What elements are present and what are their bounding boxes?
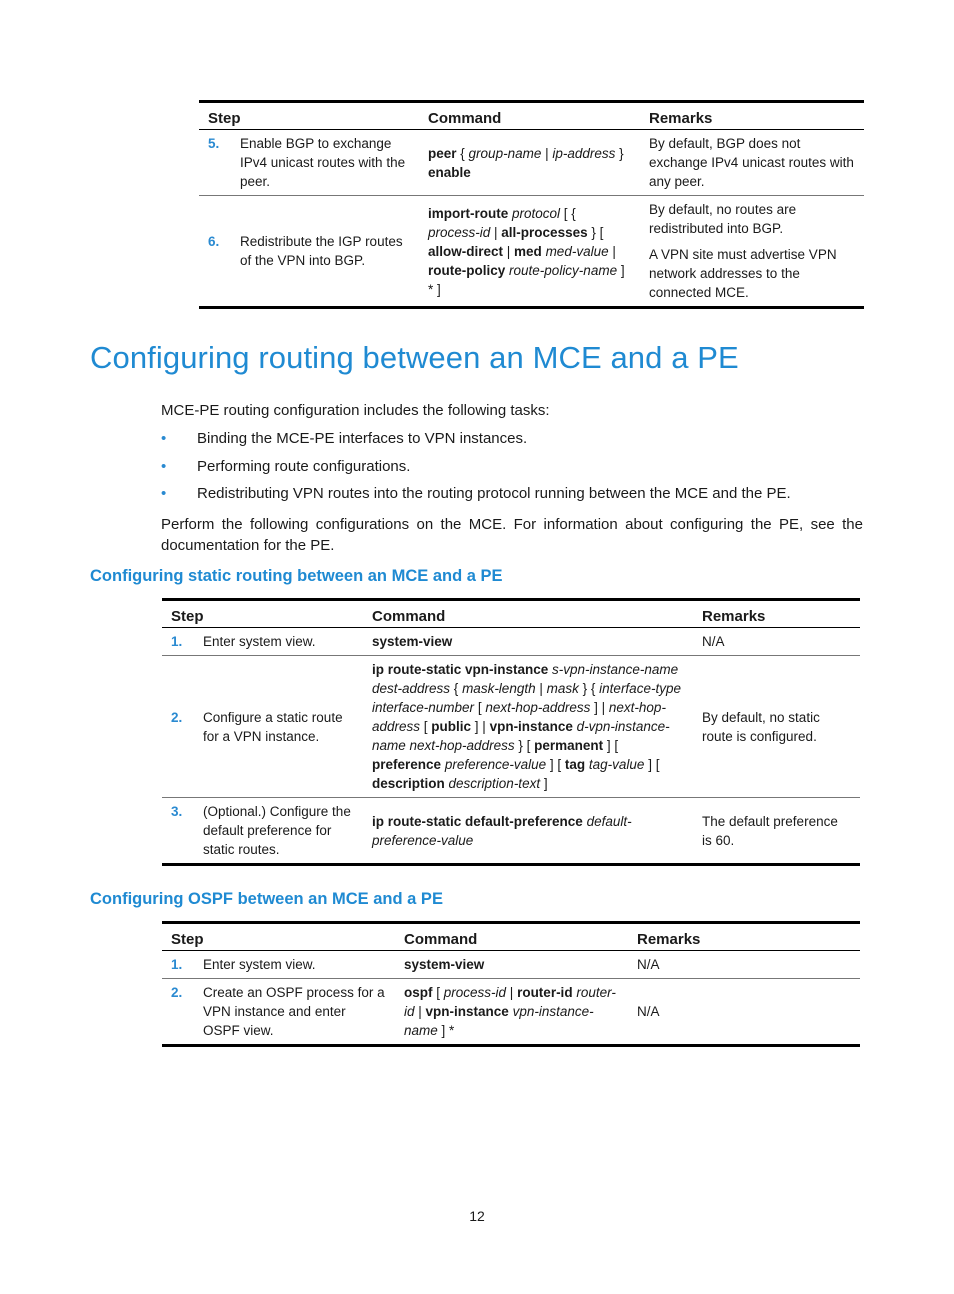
step-number: 5.	[208, 136, 220, 151]
step-number: 2.	[171, 985, 183, 1000]
step-content	[171, 955, 386, 974]
command-syntax: ] [	[603, 738, 619, 753]
header-command: Command	[419, 102, 640, 130]
command-syntax: ] *	[437, 1023, 455, 1038]
step-content	[171, 632, 354, 651]
step-cell	[162, 798, 363, 865]
command-keyword: ip route-static default-preference	[372, 813, 583, 829]
remark-text: N/A	[637, 957, 660, 972]
command-syntax: |	[541, 145, 553, 161]
header-remarks: Remarks	[640, 102, 864, 130]
static-routing-table-container	[162, 598, 860, 866]
section-intro: MCE-PE routing configuration includes the following tasks:	[161, 402, 550, 419]
command-syntax: ]	[540, 776, 548, 791]
command-syntax: [	[474, 700, 486, 715]
header-command: Command	[363, 600, 693, 628]
command-argument: mask	[546, 681, 579, 696]
step-content	[171, 802, 354, 859]
command-cell	[363, 628, 693, 656]
command-syntax: ] * ]	[428, 262, 625, 297]
command-syntax: ] |	[590, 700, 609, 715]
command-keyword: import-route	[428, 205, 509, 221]
header-step: Step	[162, 923, 395, 951]
step-description: Enter system view.	[203, 957, 316, 972]
remarks-cell	[693, 656, 860, 798]
bgp-config-table	[199, 100, 864, 309]
step-number: 3.	[171, 804, 183, 819]
step-number: 1.	[171, 634, 183, 649]
command-keyword: router-id	[517, 985, 573, 1000]
step-number: 6.	[208, 234, 220, 249]
command-keyword: vpn-instance	[489, 719, 573, 734]
command-argument: protocol	[512, 205, 561, 221]
command-keyword: route-policy	[428, 262, 506, 278]
command-argument: route-policy-name	[509, 262, 618, 278]
command-syntax: } [	[514, 738, 535, 753]
remarks-cell	[640, 130, 864, 196]
command-keyword: system-view	[404, 957, 485, 972]
step-cell	[162, 951, 395, 979]
command-syntax: |	[503, 243, 515, 259]
table-header-row	[162, 923, 860, 951]
step-description: Configure a static route for a VPN instance.	[203, 709, 343, 744]
ospf-table-container	[162, 921, 860, 1047]
command-syntax: }	[615, 145, 624, 161]
table-row	[199, 130, 864, 196]
section-paragraph: Perform the following configurations on the MCE. For information about configuring the PE, see the documentation for the PE.	[161, 516, 863, 554]
table-row	[162, 656, 860, 798]
command-cell	[419, 196, 640, 308]
command-keyword: tag	[564, 757, 586, 772]
table-row	[162, 979, 860, 1046]
remark-text: The default preference is 60.	[702, 813, 838, 848]
remarks-cell	[628, 951, 860, 979]
step-description: Create an OSPF process for a VPN instance and enter OSPF view.	[203, 985, 385, 1038]
table-row	[162, 628, 860, 656]
command-argument: mask-length	[462, 681, 536, 696]
command-argument: process-id	[428, 224, 491, 240]
header-remarks: Remarks	[628, 923, 860, 951]
command-keyword: ospf	[404, 985, 433, 1000]
command-keyword: enable	[428, 164, 471, 180]
step-cell	[162, 979, 395, 1046]
command-syntax: ] |	[471, 719, 490, 734]
section-title: Configuring routing between an MCE and a PE	[90, 340, 739, 375]
command-argument: preference-value	[444, 757, 547, 772]
command-syntax: {	[450, 681, 463, 696]
command-argument: med-value	[545, 243, 609, 259]
step-content	[208, 134, 410, 191]
step-cell	[199, 196, 419, 308]
step-number: 1.	[171, 957, 183, 972]
command-keyword: vpn-instance	[425, 1004, 509, 1019]
command-argument: next-hop-address	[372, 700, 666, 734]
command-argument: vpn-instance-name	[404, 1004, 594, 1038]
command-argument: router-id	[404, 985, 616, 1019]
table-header-row	[199, 102, 864, 130]
remark-text: By default, BGP does not exchange IPv4 unicast routes with any peer.	[649, 136, 854, 189]
page-number: 12	[469, 1208, 485, 1224]
list-item-text: Performing route configurations.	[197, 457, 411, 475]
command-syntax: [ {	[560, 205, 576, 221]
command-syntax: ] [	[644, 757, 660, 772]
command-keyword: description	[372, 776, 445, 791]
remark-text: N/A	[637, 1004, 660, 1019]
step-cell	[162, 628, 363, 656]
command-syntax: |	[608, 243, 616, 259]
remarks-cell	[628, 979, 860, 1046]
bgp-config-table-container	[199, 100, 864, 309]
command-keyword: permanent	[534, 738, 604, 753]
table-header-row	[162, 600, 860, 628]
remark-text: N/A	[702, 634, 725, 649]
bullet-icon: •	[161, 485, 167, 502]
remark-text: By default, no static route is configured.	[702, 709, 820, 744]
list-item-text: Redistributing VPN routes into the routing protocol running between the MCE and the PE.	[197, 485, 791, 502]
command-syntax: {	[456, 145, 469, 161]
command-syntax: ] [	[546, 757, 565, 772]
command-cell	[363, 656, 693, 798]
command-argument: description-text	[448, 776, 541, 791]
command-argument: default-preference-value	[372, 813, 632, 848]
table-row	[162, 951, 860, 979]
header-command: Command	[395, 923, 628, 951]
command-keyword: allow-direct	[428, 243, 504, 259]
step-description: Enter system view.	[203, 634, 316, 649]
command-syntax: |	[490, 224, 502, 240]
remarks-cell	[693, 798, 860, 865]
step-cell	[162, 656, 363, 798]
command-syntax: } {	[578, 681, 600, 696]
list-item	[161, 483, 791, 511]
remarks-cell	[693, 628, 860, 656]
command-argument: s-vpn-instance-name dest-address	[372, 662, 679, 696]
command-syntax: |	[535, 681, 547, 696]
task-list	[161, 428, 791, 511]
remarks-cell	[640, 196, 864, 308]
bullet-icon: •	[161, 430, 167, 447]
step-number: 2.	[171, 709, 183, 725]
command-keyword: peer	[428, 145, 457, 161]
remark-text: A VPN site must advertise VPN network addresses to the connected MCE.	[649, 247, 837, 300]
step-content	[171, 708, 354, 746]
command-cell	[419, 130, 640, 196]
header-step: Step	[162, 600, 363, 628]
step-content	[171, 983, 386, 1040]
command-keyword: system-view	[372, 634, 453, 649]
command-syntax: |	[414, 1004, 426, 1019]
step-description: Redistribute the IGP routes of the VPN into BGP.	[240, 234, 403, 268]
step-content	[208, 232, 410, 270]
command-argument: group-name	[468, 145, 542, 161]
header-remarks: Remarks	[693, 600, 860, 628]
step-description: (Optional.) Configure the default preference for static routes.	[203, 804, 351, 857]
header-step: Step	[199, 102, 419, 130]
command-argument: process-id	[443, 985, 507, 1000]
list-item	[161, 428, 791, 456]
table-row	[162, 798, 860, 865]
command-argument: interface-type interface-number	[372, 681, 681, 715]
command-cell	[395, 951, 628, 979]
subsection-title-ospf: Configuring OSPF between an MCE and a PE	[90, 890, 443, 908]
command-argument: tag-value	[588, 757, 645, 772]
command-cell	[395, 979, 628, 1046]
list-item	[161, 456, 791, 484]
command-argument: d-vpn-instance-name next-hop-address	[372, 719, 670, 753]
step-description: Enable BGP to exchange IPv4 unicast routes with the peer.	[240, 136, 406, 189]
command-syntax: [	[420, 719, 432, 734]
table-row	[199, 196, 864, 308]
command-syntax: |	[506, 985, 518, 1000]
command-keyword: all-processes	[501, 224, 588, 240]
list-item-text: Binding the MCE-PE interfaces to VPN instances.	[197, 430, 528, 447]
command-syntax: [	[432, 985, 444, 1000]
step-cell	[199, 130, 419, 196]
static-routing-table	[162, 598, 860, 866]
subsection-title-static: Configuring static routing between an MCE and a PE	[90, 567, 503, 585]
command-cell	[363, 798, 693, 865]
command-keyword: ip route-static vpn-instance	[372, 662, 549, 677]
ospf-config-table	[162, 921, 860, 1047]
bullet-icon: •	[161, 457, 167, 475]
remark-text: By default, no routes are redistributed into BGP.	[649, 202, 797, 236]
command-syntax: } [	[587, 224, 604, 240]
command-argument: next-hop-address	[485, 700, 591, 715]
command-keyword: med	[514, 243, 542, 259]
command-argument: ip-address	[552, 145, 616, 161]
command-keyword: preference	[372, 757, 442, 772]
command-keyword: public	[431, 719, 472, 734]
